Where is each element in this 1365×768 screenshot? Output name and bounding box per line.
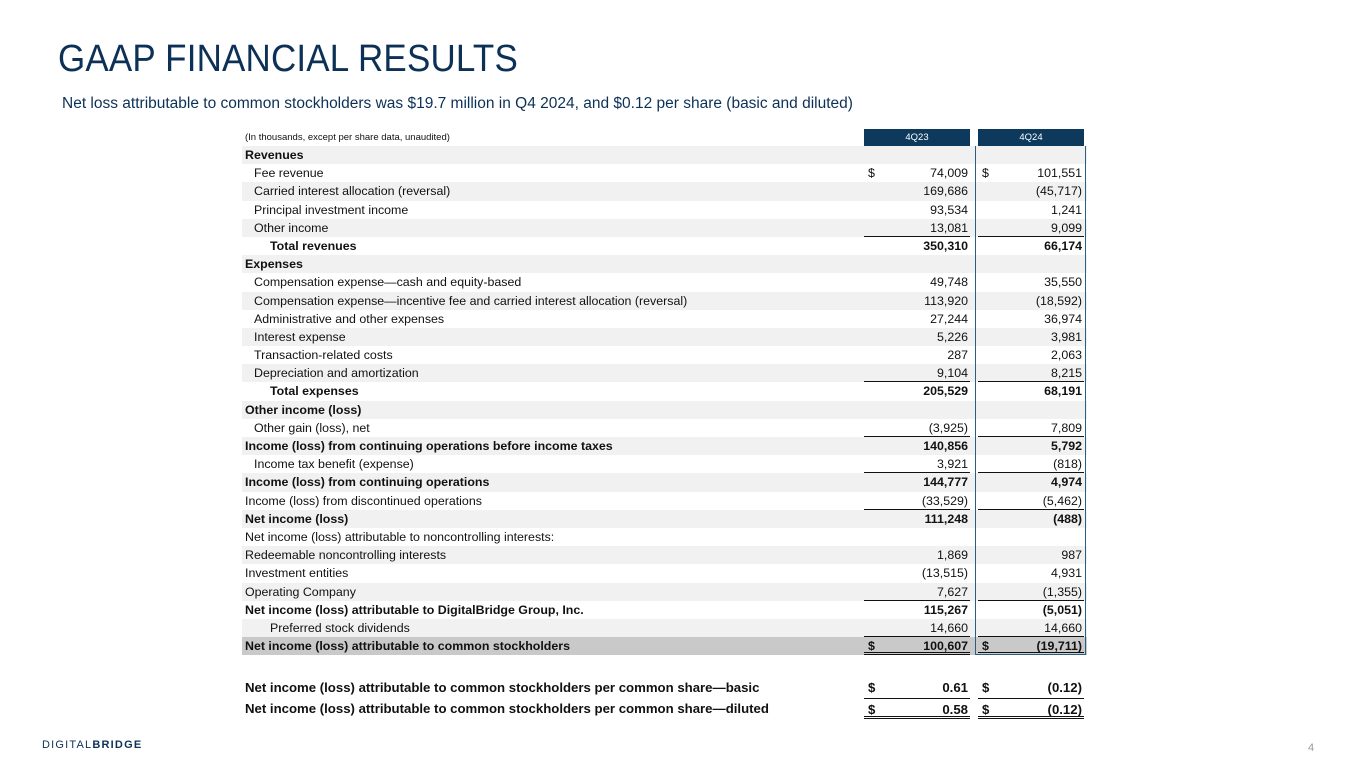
value-cell-4q23 [864,346,970,364]
value-cell-4q24 [978,419,1084,437]
value-cell-4q24 [978,455,1084,473]
value-4q23: 14,660 [930,620,968,635]
value-cell-4q24 [978,473,1084,491]
value-cell-4q24 [978,564,1084,582]
value-4q24: 987 [1061,548,1082,563]
value-cell-4q23 [864,473,970,491]
value-4q24: 4,974 [1050,475,1082,490]
value-4q23: 100,607 [923,639,968,654]
financial-results-table [242,129,1087,719]
value-cell-4q24 [978,698,1084,719]
table-section-row [242,401,1087,419]
value-cell-4q24 [978,328,1084,346]
value-cell-4q23 [864,510,970,528]
value-cell-4q24 [978,182,1084,200]
value-4q24: 4,931 [1050,566,1082,581]
value-cell-4q24 [978,637,1084,655]
row-label: Expenses [245,257,303,272]
table-row [242,364,1087,382]
value-4q23: 113,920 [924,293,968,308]
value-cell-4q23 [864,237,970,255]
value-cell-4q23 [864,164,970,182]
value-4q24: (0.12) [1047,680,1082,696]
row-label: Net income (loss) attributable to noncontrolling interests: [245,529,555,544]
table-row [242,473,1087,491]
value-4q23: 7,627 [936,584,968,599]
value-4q23: 0.58 [942,702,968,718]
value-4q24: 9,099 [1050,220,1082,235]
row-label: Net income (loss) attributable to DigitalBridge Group, Inc. [245,602,584,617]
value-cell-4q24 [978,437,1084,455]
value-4q24: (18,592) [1035,293,1082,308]
row-label: Interest expense [254,329,346,344]
table-row [242,583,1087,601]
row-label: Carried interest allocation (reversal) [254,184,451,199]
row-label: Revenues [245,148,304,162]
value-cell-4q23 [864,677,970,698]
table-row [242,219,1087,237]
table-row [242,328,1087,346]
row-label: Principal investment income [254,202,409,217]
table-row [242,273,1087,291]
row-label: Investment entities [245,566,349,581]
page-number: 4 [1308,742,1315,754]
currency-symbol: $ [868,702,876,718]
value-4q23: 3,921 [936,457,968,472]
row-label: Other gain (loss), net [254,420,370,435]
value-4q23: 93,534 [930,202,968,217]
value-cell-4q23 [864,637,970,655]
value-cell-4q24 [978,401,1084,419]
value-cell-4q23 [864,273,970,291]
table-section-row [242,255,1087,273]
value-4q23: 350,310 [923,238,968,253]
value-4q23: 205,529 [923,384,968,399]
currency-symbol: $ [868,166,875,181]
value-cell-4q23 [864,546,970,564]
value-4q24: 5,792 [1050,439,1082,453]
value-cell-4q23 [864,619,970,637]
table-row [242,310,1087,328]
page-subtitle: Net loss attributable to common stockholders was $19.7 million in Q4 2024, and $0.12 per share (basic and diluted) [62,95,853,112]
value-4q23: 5,226 [936,329,968,344]
value-cell-4q23 [864,219,970,237]
value-cell-4q23 [864,182,970,200]
value-cell-4q24 [978,146,1084,164]
value-cell-4q24 [978,382,1084,400]
row-label: Administrative and other expenses [254,311,445,326]
value-4q24: 1,241 [1050,202,1082,217]
value-cell-4q23 [864,401,970,419]
currency-symbol: $ [868,680,876,696]
value-cell-4q24 [978,201,1084,219]
table-row [242,601,1087,619]
column-header-4q23: 4Q23 [864,129,970,146]
table-row [242,292,1087,310]
row-label: Compensation expense—cash and equity-based [254,275,522,290]
row-label: Net income (loss) attributable to common stockholders per common share—basic [245,680,760,696]
value-cell-4q24 [978,164,1084,182]
table-row [242,677,1087,698]
row-label: Other income [254,220,329,235]
table-row [242,437,1087,455]
value-cell-4q24 [978,346,1084,364]
table-row [242,546,1087,564]
table-spacer-row [242,655,1087,677]
value-4q23: 115,267 [923,602,968,617]
row-label: Total expenses [270,384,359,399]
value-4q23: 74,009 [930,166,968,181]
value-4q24: 7,809 [1050,420,1082,435]
value-4q24: 2,063 [1050,348,1082,363]
value-cell-4q23 [864,583,970,601]
row-label: Total revenues [270,238,357,253]
value-cell-4q24 [978,510,1084,528]
row-label: Compensation expense—incentive fee and carried interest allocation (reversal) [254,293,688,308]
value-cell-4q23 [864,382,970,400]
row-label: Net income (loss) [245,511,349,526]
value-4q23: 1,869 [936,548,968,563]
column-header-4q24: 4Q24 [978,129,1084,146]
value-cell-4q23 [864,492,970,510]
value-4q23: 9,104 [936,366,968,381]
value-cell-4q24 [978,364,1084,382]
row-label: Income (loss) from discontinued operations [245,493,482,508]
value-4q24: 68,191 [1044,384,1082,399]
table-row [242,492,1087,510]
value-cell-4q24 [978,492,1084,510]
table-row [242,698,1087,719]
value-cell-4q23 [864,601,970,619]
value-cell-4q24 [978,219,1084,237]
digitalbridge-logo: DIGITALBRIDGE [42,739,143,751]
value-cell-4q23 [864,437,970,455]
value-cell-4q23 [864,328,970,346]
table-row [242,528,1087,546]
value-4q24: 35,550 [1044,275,1082,290]
row-label: Redeemable noncontrolling interests [245,548,447,563]
value-cell-4q23 [864,455,970,473]
row-label: Preferred stock dividends [270,620,410,635]
table-row [242,382,1087,400]
value-cell-4q24 [978,677,1084,698]
value-4q23: 287 [947,348,968,363]
table-row [242,564,1087,582]
table-section-row [242,146,1087,164]
value-4q23: (33,529) [921,493,968,508]
value-4q24: 36,974 [1044,311,1082,326]
value-cell-4q23 [864,698,970,719]
value-cell-4q23 [864,310,970,328]
value-cell-4q23 [864,146,970,164]
table-row [242,619,1087,637]
value-4q24: (0.12) [1047,702,1082,718]
value-cell-4q24 [978,619,1084,637]
value-cell-4q24 [978,310,1084,328]
row-label: Operating Company [245,584,356,599]
currency-symbol: $ [982,639,989,654]
table-row [242,510,1087,528]
value-4q24: (818) [1053,457,1082,472]
value-4q23: 13,081 [930,220,968,235]
value-cell-4q24 [978,237,1084,255]
currency-symbol: $ [982,166,989,181]
row-label: Fee revenue [254,166,324,181]
value-4q23: (13,515) [921,566,968,581]
row-label: Income tax benefit (expense) [254,457,414,472]
table-row [242,237,1087,255]
value-4q24: (1,355) [1042,584,1082,599]
value-4q24: (488) [1053,511,1082,526]
value-4q24: (45,717) [1035,184,1082,199]
value-cell-4q24 [978,292,1084,310]
table-row [242,455,1087,473]
value-4q23: 144,777 [923,475,968,490]
value-4q24: 14,660 [1044,620,1082,635]
currency-symbol: $ [868,639,875,654]
value-4q23: 0.61 [942,680,968,696]
value-4q24: 3,981 [1050,329,1082,344]
value-4q24: 101,551 [1037,166,1082,181]
value-cell-4q24 [978,546,1084,564]
currency-symbol: $ [982,702,990,718]
value-4q23: 27,244 [930,311,968,326]
value-4q23: 169,686 [923,184,968,199]
table-row [242,164,1087,182]
value-4q23: 140,856 [923,439,968,453]
value-4q24: (5,051) [1042,602,1082,617]
table-row [242,201,1087,219]
value-cell-4q23 [864,419,970,437]
row-label: Transaction-related costs [254,348,393,363]
table-note: (In thousands, except per share data, unaudited) [245,132,450,143]
table-row [242,419,1087,437]
value-4q24: 8,215 [1050,366,1082,381]
value-4q23: 49,748 [930,275,968,290]
row-label: Net income (loss) attributable to common stockholders [245,639,570,654]
value-cell-4q24 [978,583,1084,601]
table-row [242,637,1087,655]
table-row [242,182,1087,200]
value-cell-4q23 [864,364,970,382]
page-title: GAAP FINANCIAL RESULTS [58,38,518,80]
row-label: Income (loss) from continuing operations [245,475,490,490]
value-cell-4q23 [864,292,970,310]
value-4q23: (3,925) [928,420,968,435]
value-cell-4q24 [978,601,1084,619]
row-label: Other income (loss) [245,402,362,417]
row-label: Net income (loss) attributable to common stockholders per common share—diluted [245,701,769,717]
row-label: Depreciation and amortization [254,366,419,381]
value-cell-4q24 [978,255,1084,273]
value-cell-4q23 [864,564,970,582]
value-cell-4q23 [864,255,970,273]
value-4q24: 66,174 [1044,238,1082,253]
table-row [242,346,1087,364]
row-label: Income (loss) from continuing operations before income taxes [245,439,613,453]
value-cell-4q23 [864,201,970,219]
value-4q24: (19,711) [1036,639,1082,654]
value-cell-4q24 [978,273,1084,291]
table-header-row [242,129,1087,146]
value-4q23: 111,248 [924,511,968,526]
value-4q24: (5,462) [1042,493,1082,508]
currency-symbol: $ [982,680,990,696]
